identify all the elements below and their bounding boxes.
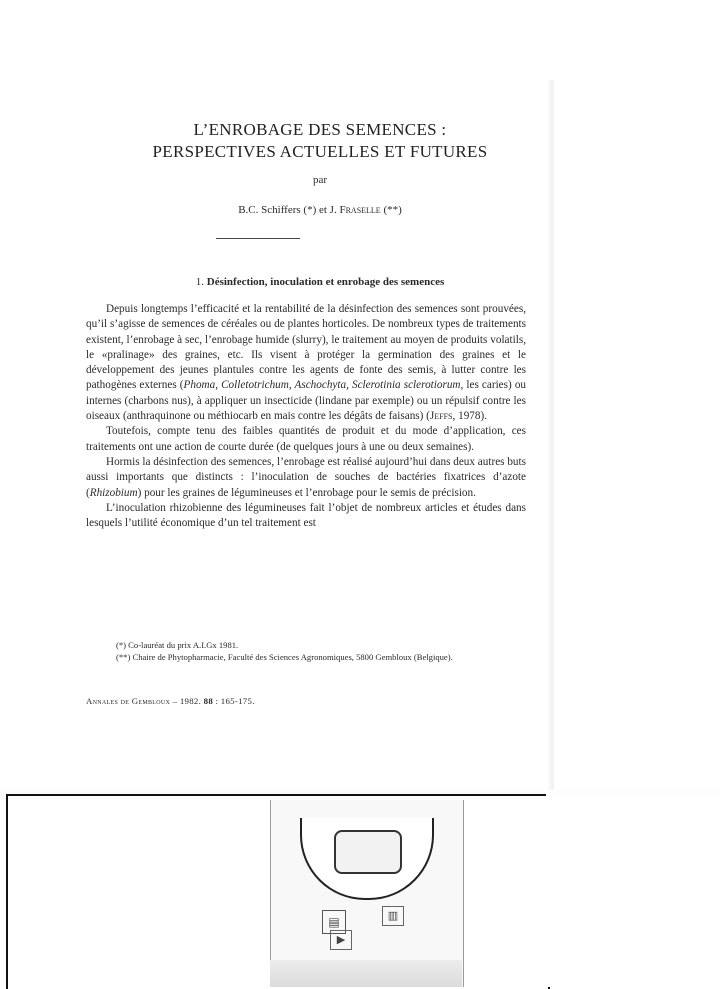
document-icon: ▤: [322, 910, 346, 934]
author-conjunction: et J.: [316, 204, 340, 216]
footnote-2: (**) Chaire de Phytopharmacie, Faculté des Sciences Agronomiques, 5800 Gembloux (Belgique).: [116, 652, 453, 662]
journal-volume: 88: [203, 696, 214, 706]
play-icon: ▶: [330, 930, 352, 950]
journal-name: Annales de Gembloux: [86, 696, 171, 706]
author2-name: Fraselle: [339, 204, 381, 216]
section-number: 1.: [195, 276, 204, 288]
scanner-frame-right: [546, 794, 720, 987]
journal-citation: [86, 696, 255, 706]
article-title-line2: PERSPECTIVES ACTUELLES ET FUTURES: [152, 142, 488, 161]
device-inner-window: [334, 830, 402, 874]
by-label: par: [312, 174, 328, 186]
paragraph-2: Toutefois, compte tenu des faibles quantités de produit et du mode d’application, ces traitements ont une action de courte durée (de quelques jours à une ou deux semaines).: [86, 425, 526, 453]
p1-text-a: Depuis longtemps l’efficacité et la rentabilité de la désinfection des semences sont prouvées, qu’il s’agisse de semences de céréales ou de plantes horticoles. De nombreux types de traitements existent, l’enrobage à sec, l’enrobage humide (slurry), le traitement au moyen de produits volatils, le «pralinage» des graines, etc. Ils visent à protéger la germination des graines et le développement des jeunes plantules contre les agents de fonte des semis, à lutter contre les pathogènes externes (: [86, 303, 526, 392]
article-title-line1: L’ENROBAGE DES SEMENCES :: [193, 120, 447, 139]
page-edge-shadow: [548, 80, 554, 790]
section-heading: [60, 276, 580, 288]
article-body: [86, 302, 526, 531]
p3-text-b: ) pour les graines de légumineuses et l’enrobage pour le semis de précision.: [137, 486, 476, 499]
p1-citation-author: Jeffs: [429, 410, 453, 423]
author2-footnote-mark: (**): [380, 204, 402, 216]
p1-text-b: les caries) ou internes (charbons nus), à appliquer un insecticide (lindane par exemple) ou un répulsif contre les oiseaux (anthraquinone ou méthiocarb en mais contre les dégâts de faisans) (: [86, 379, 527, 423]
p3-rhizobium-italic: Rhizobium: [89, 486, 138, 499]
p3-text-a: Hormis la désinfection des semences, l’enrobage est réalisé aujourd’hui dans deux autres buts aussi importants que distincts : l’inoculation de souches de bactéries fixatrices d’azote (: [86, 455, 526, 499]
paragraph-1: [86, 302, 526, 424]
journal-pages: : 165-175.: [213, 696, 255, 706]
device-stand: [270, 960, 462, 987]
author1-name: B.C. Schiffers: [238, 204, 301, 216]
footnote-1: (*) Co-lauréat du prix A.I.Gx 1981.: [116, 640, 239, 650]
title-divider: [216, 238, 300, 239]
p1-pathogens-italic: Phoma, Colletotrichum, Aschochyta, Sclerotinia sclerotiorum,: [183, 379, 464, 392]
paragraph-3: [86, 455, 526, 501]
paragraph-4: L’inoculation rhizobienne des légumineuses fait l’objet de nombreux articles et études dans lesquels l’utilité économique d’un tel traitement est: [86, 501, 526, 530]
p1-text-c: , 1978).: [452, 410, 487, 423]
authors-line: [60, 204, 580, 216]
section-title: Désinfection, inoculation et enrobage des semences: [206, 276, 445, 288]
author1-footnote-mark: (*): [300, 204, 317, 216]
chart-icon: ▥: [382, 906, 404, 926]
journal-year: – 1982.: [170, 696, 204, 706]
